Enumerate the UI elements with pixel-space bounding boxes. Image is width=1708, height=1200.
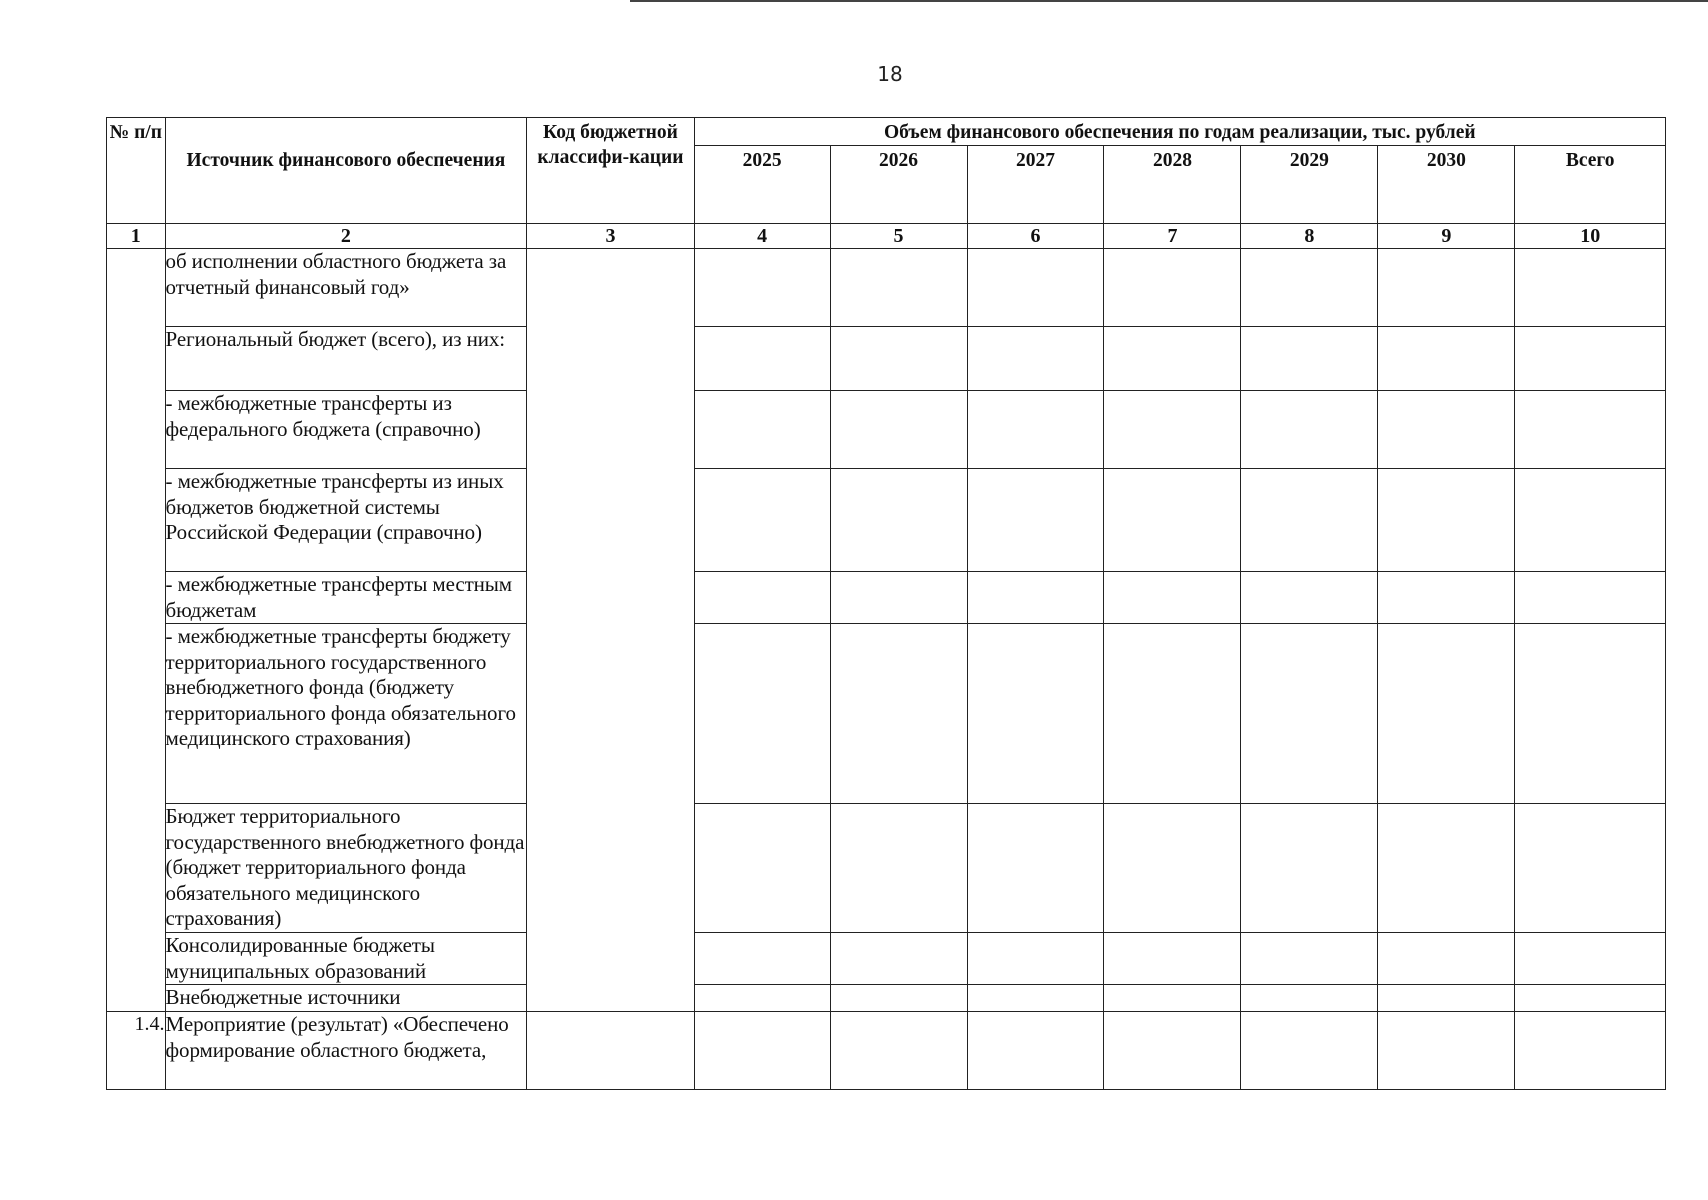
value-cell (1241, 985, 1378, 1012)
value-cell (967, 572, 1104, 624)
table-row (107, 327, 1666, 391)
column-index: 4 (694, 224, 830, 249)
table-row (107, 985, 1666, 1012)
value-cell (694, 391, 830, 469)
value-cell (694, 804, 830, 933)
value-cell (694, 624, 830, 804)
header-year: 2027 (967, 146, 1104, 224)
value-cell (1515, 327, 1666, 391)
value-cell (1241, 1012, 1378, 1090)
value-cell (1104, 391, 1241, 469)
row-number (107, 249, 166, 1012)
financing-table (106, 117, 1666, 1090)
page-number: 18 (877, 62, 903, 86)
value-cell (1515, 933, 1666, 985)
value-cell (967, 391, 1104, 469)
value-cell (1104, 249, 1241, 327)
value-cell (967, 933, 1104, 985)
value-cell (1515, 572, 1666, 624)
table-row (107, 624, 1666, 804)
column-index: 2 (165, 224, 527, 249)
value-cell (694, 249, 830, 327)
column-index: 5 (830, 224, 967, 249)
column-index: 6 (967, 224, 1104, 249)
header-volume: Объем финансового обеспечения по годам реализации, тыс. рублей (694, 118, 1665, 146)
value-cell (967, 624, 1104, 804)
value-cell (830, 933, 967, 985)
source-cell: Внебюджетные источники (165, 985, 527, 1012)
value-cell (967, 985, 1104, 1012)
source-cell: - межбюджетные трансферты бюджету территориального государственного внебюджетного фонда (бюджету территориального фонда обязательного медицинского страхования) (165, 624, 527, 804)
value-cell (1515, 624, 1666, 804)
table-row (107, 1012, 1666, 1090)
value-cell (1241, 624, 1378, 804)
value-cell (1104, 469, 1241, 572)
value-cell (1378, 391, 1515, 469)
value-cell (1378, 327, 1515, 391)
value-cell (830, 572, 967, 624)
value-cell (830, 469, 967, 572)
source-cell: Мероприятие (результат) «Обеспечено формирование областного бюджета, (165, 1012, 527, 1090)
value-cell (830, 249, 967, 327)
value-cell (1378, 624, 1515, 804)
value-cell (1515, 804, 1666, 933)
row-number: 1.4. (107, 1012, 166, 1090)
column-index: 9 (1378, 224, 1515, 249)
source-cell: Региональный бюджет (всего), из них: (165, 327, 527, 391)
value-cell (1241, 391, 1378, 469)
source-cell: Бюджет территориального государственного внебюджетного фонда (бюджет территориального фонда обязательного медицинского страхования) (165, 804, 527, 933)
table-row (107, 572, 1666, 624)
value-cell (967, 327, 1104, 391)
value-cell (1515, 985, 1666, 1012)
header-total: Всего (1515, 146, 1666, 224)
value-cell (967, 249, 1104, 327)
value-cell (1378, 985, 1515, 1012)
source-cell: - межбюджетные трансферты из иных бюджетов бюджетной системы Российской Федерации (справочно) (165, 469, 527, 572)
value-cell (1515, 391, 1666, 469)
value-cell (694, 985, 830, 1012)
table-row (107, 469, 1666, 572)
column-index: 10 (1515, 224, 1666, 249)
column-index: 1 (107, 224, 166, 249)
value-cell (1378, 469, 1515, 572)
column-index-row (107, 224, 1666, 249)
header-year: 2029 (1241, 146, 1378, 224)
column-index: 7 (1104, 224, 1241, 249)
value-cell (1241, 249, 1378, 327)
value-cell (694, 327, 830, 391)
value-cell (1378, 249, 1515, 327)
value-cell (967, 469, 1104, 572)
value-cell (1515, 1012, 1666, 1090)
table-row (107, 391, 1666, 469)
header-year: 2030 (1378, 146, 1515, 224)
header-source: Источник финансового обеспечения (165, 118, 527, 224)
value-cell (1104, 624, 1241, 804)
value-cell (830, 804, 967, 933)
source-cell: - межбюджетные трансферты из федерального бюджета (справочно) (165, 391, 527, 469)
value-cell (1104, 985, 1241, 1012)
value-cell (694, 1012, 830, 1090)
value-cell (1104, 1012, 1241, 1090)
header-year: 2025 (694, 146, 830, 224)
code-cell (527, 1012, 694, 1090)
value-cell (830, 985, 967, 1012)
value-cell (1241, 572, 1378, 624)
value-cell (1378, 933, 1515, 985)
column-index: 8 (1241, 224, 1378, 249)
value-cell (830, 624, 967, 804)
source-cell: Консолидированные бюджеты муниципальных образований (165, 933, 527, 985)
value-cell (830, 1012, 967, 1090)
value-cell (967, 804, 1104, 933)
table-row (107, 933, 1666, 985)
header-code: Код бюджетной классифи-кации (527, 118, 694, 224)
value-cell (694, 469, 830, 572)
value-cell (1378, 804, 1515, 933)
top-rule (630, 0, 1708, 2)
source-cell: - межбюджетные трансферты местным бюджетам (165, 572, 527, 624)
value-cell (1104, 804, 1241, 933)
value-cell (1241, 804, 1378, 933)
value-cell (967, 1012, 1104, 1090)
table-row (107, 249, 1666, 327)
value-cell (694, 933, 830, 985)
value-cell (694, 572, 830, 624)
value-cell (1241, 469, 1378, 572)
value-cell (1104, 933, 1241, 985)
code-cell (527, 249, 694, 1012)
header-num: № п/п (107, 118, 166, 224)
value-cell (1515, 249, 1666, 327)
value-cell (1104, 572, 1241, 624)
value-cell (1378, 1012, 1515, 1090)
value-cell (1241, 327, 1378, 391)
value-cell (830, 327, 967, 391)
table-row (107, 804, 1666, 933)
value-cell (1104, 327, 1241, 391)
source-cell: об исполнении областного бюджета за отчетный финансовый год» (165, 249, 527, 327)
value-cell (1241, 933, 1378, 985)
column-index: 3 (527, 224, 694, 249)
value-cell (1515, 469, 1666, 572)
value-cell (830, 391, 967, 469)
header-year: 2028 (1104, 146, 1241, 224)
header-year: 2026 (830, 146, 967, 224)
value-cell (1378, 572, 1515, 624)
